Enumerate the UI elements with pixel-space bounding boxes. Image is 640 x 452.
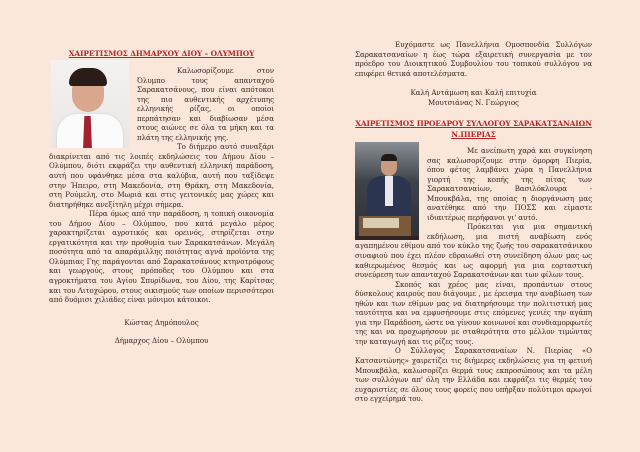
paragraph: Πέρα όμως από την παράδοση, η τοπική οικονομία του Δήμου Δίου – Ολύμπου, που κατά μεγάλο μέρος χαρακτηρίζεται αγροτικός και ορεινός, στηρίζεται στην εργατικότητα και την προθυμία των Σαρακατσάνων. Μεγάλη ποσότητα από τα απαράμιλλης ποιότητας αγνά προϊόντα της Ολύμπιας Γης παράγονται από Σαρακατσάνους κτηνοτρόφους και γεωργούς, στους πρόποδες του Ολύμπου και στα αγροκτήματα του Αγίου Σπυρίδωνα, του Δίου, της Καρίτσας και του Λιτοχώρου, στους οικισμούς των οποίων περισσότεροι από δυόμισι χιλιάδες είναι μόνιμοι κάτοικοι.	[49, 209, 274, 305]
speaker-podium-photo	[355, 142, 419, 240]
closing-name: Μουτσιάνας Ν. Γεώργιος	[428, 97, 519, 107]
paragraph: Καλωσορίζουμε στον Όλυμπο τους απανταχού Σαρακατσάνους, που είναι απότοκοι της πιο αυθεντικής αρχέτυπης ελληνικής ρίζας, οι οποίοι περπάτησαν και διαβίωσαν μέσα στους αιώνες σε όλα τα μήκη και τα πλάτη της ελληνικής γης.	[137, 66, 274, 142]
right-page	[320, 0, 640, 452]
mayor-greeting-title: ΧΑΙΡΕΤΙΣΜΟΣ ΔΗΜΑΡΧΟΥ ΔΙΟΥ – ΟΛΥΜΠΟΥ	[68, 49, 255, 58]
president-greeting-title: ΧΑΙΡΕΤΙΣΜΟΣ ΠΡΟΕΔΡΟΥ ΣΥΛΛΟΓΟΥ ΣΑΡΑΚΑΤΣΑΝΑΙΩΝ Ν.ΠΙΕΡΙΑΣ	[355, 119, 592, 139]
paragraph: Ο Σύλλογος Σαρακατσαναίων Ν. Πιερίας «Ο Κατσαντώνης» χαιρετίζει τις διήμερες εκδηλώσεις για τη φετινή Μπουκβάλα, καλωσορίζει θερμά τους εκπροσώπους και τα μέλη των συλλόγων απ' όλη την Ελλάδα και εκφράζει τις θερμές του ευχαριστίες σε όλους τους φορείς που υπήρξαν πολύτιμοι αρωγοί στο εγχείρημά του.	[355, 346, 592, 404]
paragraph: Ευχόμαστε ως Πανελλήνια Ομοσπονδία Συλλόγων Σαρακατσαναίων η έως τώρα εξαιρετική συνεργασία με τον πρόεδρο του Διοικητικού Συμβουλίου του τοπικού συλλόγου να επιφέρει θετικά αποτελέσματα.	[355, 40, 592, 78]
mayor-greeting-body	[49, 66, 274, 346]
federation-wishes	[355, 40, 592, 107]
paragraph: Το διήμερο αυτό συναξάρι διακρίνεται από τις λοιπές εκδηλώσεις του Δήμου Δίου – Ολύμπου, διότι εκφράζει την αυθεντική ελληνική παράδοση, αυτή που υφάνθηκε μέσα στα καλύβια, αυτή που ταξίδεψε στην Ήπειρο, στη Μακεδονία, στη Θράκη, στη Μακεδονία, στη Ρούμελη, στο Μωριά και στις γειτονικές μας χώρες και διατηρήθηκε ανεξίτηλη μέχρι σήμερα.	[49, 142, 274, 209]
signature-name: Κώστας Δημόπουλος	[124, 317, 199, 327]
paragraph: Με ανείπωτη χαρά και συγκίνηση σας καλωσορίζουμε στην όμορφη Πιερία, όπου φέτος λαμβάνει χώρα η Πανελλήνια γιορτή της κοπής της πίτας των Σαρακατσαναίων, Βασιλόκλουρα - Μπουκβάλα, της οποίας η διοργάνωση μας ανατέθηκε από την ΠΟΣΣ και είμαστε ιδιαιτέρως περήφανοι γι' αυτό.	[427, 146, 592, 222]
paragraph: Πρόκειται για μια σημαντική εκδήλωση, μια πιστή αναβίωση ενός αγαπημένου εθίμου από τον κύκλο της ζωής του σαρακατσάνικου σιναφιού που έχει πλέον εδραιωθεί στη συνείδηση όλων μας ως καθιερωμένος θεσμός και ως αφορμή για μια εορταστική συνεύρεση των απανταχού Σαρακατσάνων και των φίλων τους.	[355, 222, 592, 280]
mayor-portrait-photo	[51, 60, 129, 148]
signature-role: Δήμαρχος Δίου – Ολύμπου	[114, 336, 209, 346]
paragraph: Σκοπός και χρέος μας είναι, προπάντων στους δύσκολους καιρούς που διάγουμε , με έρεισμα την αναβίωση των ηθών και των εθίμων μας να διατηρήσουμε την πολιτιστική μας ταυτότητα και να εμφυσήσουμε στις επόμενες γενιές την αγάπη για την Παράδοση, ώστε να γίνουν κοινωνοί και συνδιαμορφωτές της και να προχωρήσουν με σταθερότητα στο μέλλον τιμώντας την καταγωγή και τις ρίζες τους.	[355, 279, 592, 346]
closing-line: Καλή Αντάμωση και Καλή επιτυχία	[410, 88, 537, 98]
president-greeting-body	[355, 146, 592, 404]
